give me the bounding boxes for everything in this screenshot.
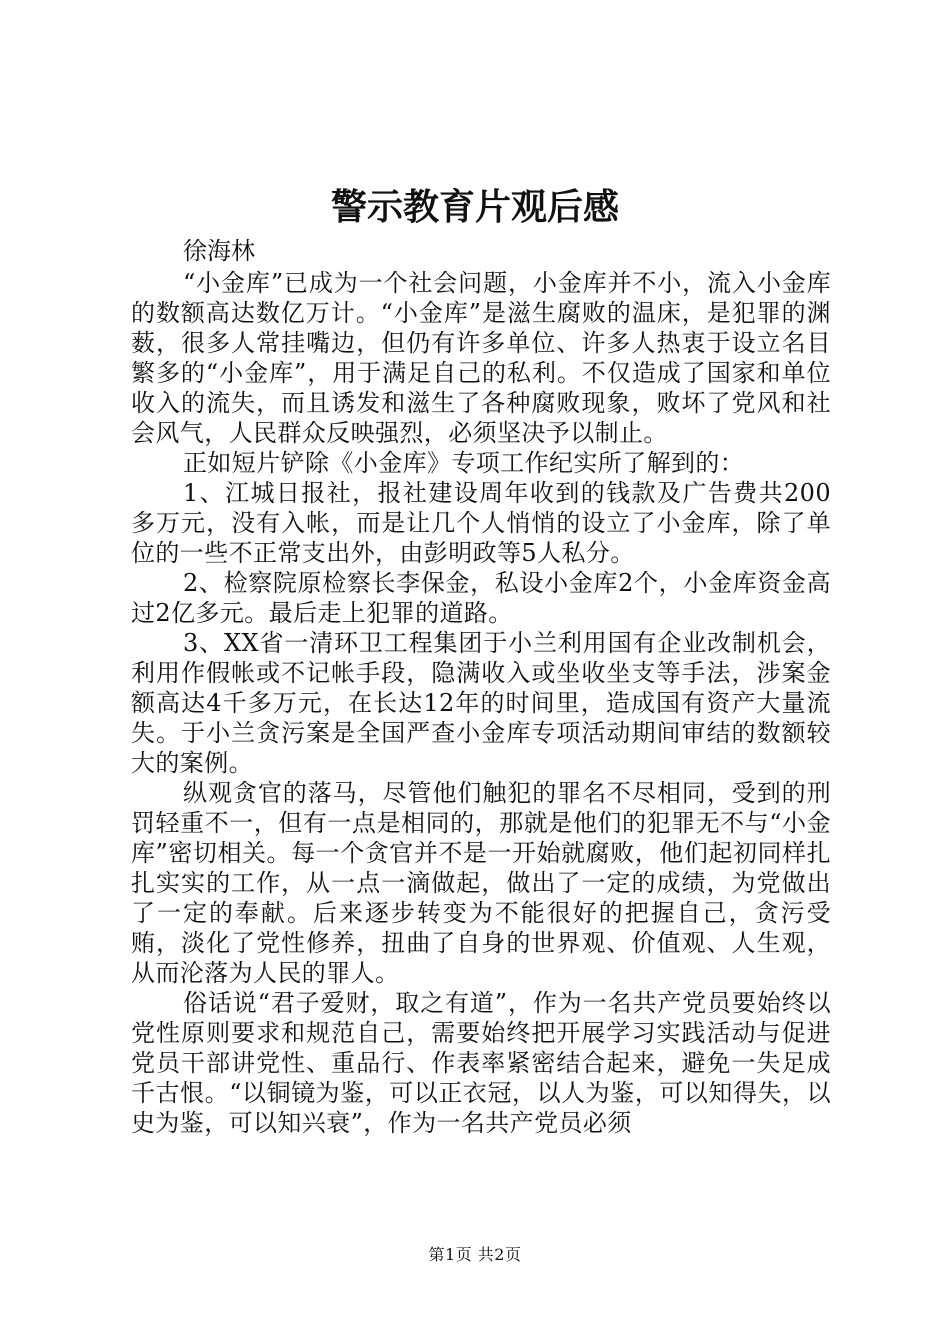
paragraph-analysis: 纵观贪官的落马，尽管他们触犯的罪名不尽相同，受到的刑罚轻重不一，但有一点是相同的，那就是他们的犯罪无不与“小金库”密切相关。每一个贪官并不是一开始就腐败，他们起初同样扎扎实实的工作，从一点一滴做起，做出了一定的成绩，为党做出了一定的奉献。后来逐步转变为不能很好的把握自己，贪污受贿，淡化了党性修养，扭曲了自身的世界观、价值观、人生观，从而沦落为人民的罪人。 <box>131 779 831 987</box>
paragraph-case-3: 3、XX省一清环卫工程集团于小兰利用国有企业改制机会，利用作假帐或不记帐手段，隐满收入或坐收坐支等手法，涉案金额高达4千多万元，在长达12年的时间里，造成国有资产大量流失。于小兰贪污案是全国严查小金库专项活动期间审结的数额较大的案例。 <box>131 629 831 777</box>
page-number: 第1页 共2页 <box>428 1245 522 1264</box>
paragraph-case-2: 2、检察院原检察长李保金，私设小金库2个，小金库资金高过2亿多元。最后走上犯罪的道路。 <box>131 569 831 627</box>
author-name: 徐海林 <box>183 237 255 265</box>
paragraph-lead-in: 正如短片铲除《小金库》专项工作纪实所了解到的： <box>183 449 745 477</box>
paragraph-intro: “小金库”已成为一个社会问题，小金库并不小，流入小金库的数额高达数亿万计。“小金库”是滋生腐败的温床，是犯罪的渊薮，很多人常挂嘴边，但仍有许多单位、许多人热衷于设立名目繁多的“小金库”，用于满足自己的私利。不仅造成了国家和单位收入的流失，而且诱发和滋生了各种腐败现象，败坏了党风和社会风气，人民群众反映强烈，必须坚决予以制止。 <box>131 269 831 447</box>
paragraph-conclusion: 俗话说“君子爱财，取之有道”，作为一名共产党员要始终以党性原则要求和规范自己，需要始终把开展学习实践活动与促进党员干部讲党性、重品行、作表率紧密结合起来，避免一失足成千古恨。“以铜镜为鉴，可以正衣冠，以人为鉴，可以知得失，以史为鉴，可以知兴衰”，作为一名共产党员必须 <box>131 989 831 1137</box>
document-title: 警示教育片观后感 <box>330 186 619 228</box>
body-text <box>131 268 831 1138</box>
paragraph-case-1: 1、江城日报社，报社建设周年收到的钱款及广告费共200多万元，没有入帐，而是让几个人悄悄的设立了小金库，除了单位的一些不正常支出外，由彭明政等5人私分。 <box>131 479 831 567</box>
